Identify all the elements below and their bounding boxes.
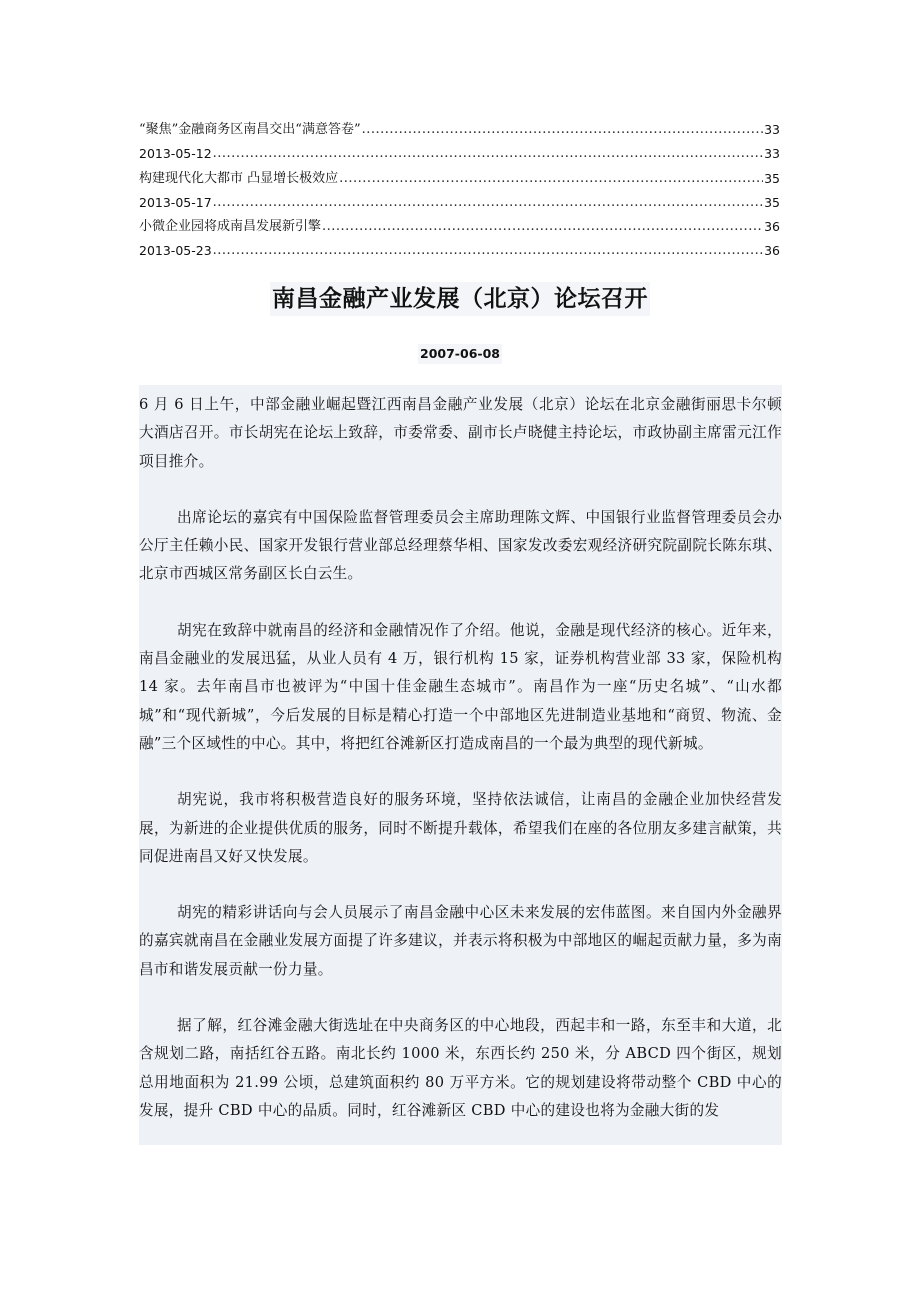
article-body — [139, 385, 782, 1145]
toc-leader-dots — [213, 146, 763, 162]
toc-entry-title: 2013-05-23 — [139, 243, 212, 259]
toc-entry[interactable] — [139, 162, 780, 186]
article-paragraph: 据了解，红谷滩金融大街选址在中央商务区的中心地段，西起丰和一路，东至丰和大道，北含规划二路，南括红谷五路。南北长约 1000 米，东西长约 250 米，分 ABCD 四个街区，规划总用地面积为 21.99 公顷，总建筑面积约 80 万平方米。它的规划建设将带动整个 CBD 中心的发展，提升 CBD 中心的品质。同时，红谷滩新区 CBD 中心的建设也将为金融大街的发 — [139, 1017, 782, 1119]
toc-leader-dots — [322, 219, 763, 235]
article-title: 南昌金融产业发展（北京）论坛召开 — [270, 282, 650, 316]
toc-entry[interactable] — [139, 235, 780, 259]
article-paragraph: 6 月 6 日上午，中部金融业崛起暨江西南昌金融产业发展（北京）论坛在北京金融街丽思卡尔顿大酒店召开。市长胡宪在论坛上致辞，市委常委、副市长卢晓健主持论坛，市政协副主席雷元江作项目推介。 — [139, 396, 782, 470]
toc-leader-dots — [339, 171, 763, 187]
toc-entry[interactable] — [139, 114, 780, 138]
article-paragraph: 胡宪在致辞中就南昌的经济和金融情况作了介绍。他说，金融是现代经济的核心。近年来，南昌金融业的发展迅猛，从业人员有 4 万，银行机构 15 家，证券机构营业部 33 家，保险机构 14 家。去年南昌市也被评为“中国十佳金融生态城市”。南昌作为一座“历史名城”、“山水都城”和“现代新城”，今后发展的目标是精心打造一个中部地区先进制造业基地和“商贸、物流、金融”三个区域性的中心。其中，将把红谷滩新区打造成南昌的一个最为典型的现代新城。 — [139, 621, 782, 752]
article-paragraph: 胡宪的精彩讲话向与会人员展示了南昌金融中心区未来发展的宏伟蓝图。来自国内外金融界的嘉宾就南昌在金融业发展方面提了许多建议，并表示将积极为中部地区的崛起贡献力量，多为南昌市和谐发展贡献一份力量。 — [139, 904, 782, 978]
toc-entry-page: 36 — [764, 243, 780, 259]
toc-entry-page: 35 — [764, 194, 780, 210]
toc-entry-title: “聚焦”金融商务区南昌交出“满意答卷” — [139, 122, 361, 138]
article-date-line — [0, 343, 920, 364]
toc-entry-title: 2013-05-12 — [139, 146, 212, 162]
table-of-contents — [139, 114, 780, 259]
toc-entry-page: 33 — [764, 146, 780, 162]
toc-entry[interactable] — [139, 211, 780, 235]
toc-entry-page: 35 — [764, 170, 780, 186]
toc-entry[interactable] — [139, 187, 780, 211]
article-heading — [0, 282, 920, 316]
article-paragraph: 胡宪说，我市将积极营造良好的服务环境，坚持依法诚信，让南昌的金融企业加快经营发展，为新进的企业提供优质的服务，同时不断提升载体，希望我们在座的各位朋友多建言献策，共同促进南昌又好又快发展。 — [139, 791, 782, 865]
toc-entry-title: 构建现代化大都市 凸显增长极效应 — [139, 170, 339, 186]
toc-entry-title: 2013-05-17 — [139, 194, 212, 210]
article-paragraph: 出席论坛的嘉宾有中国保险监督管理委员会主席助理陈文辉、中国银行业监督管理委员会办公厅主任赖小民、国家开发银行营业部总经理蔡华相、国家发改委宏观经济研究院副院长陈东琪、北京市西城区常务副区长白云生。 — [139, 508, 782, 583]
toc-entry[interactable] — [139, 138, 780, 162]
article-date: 2007-06-08 — [418, 344, 502, 364]
toc-entry-page: 36 — [764, 218, 780, 234]
toc-leader-dots — [213, 243, 763, 259]
toc-entry-page: 33 — [764, 122, 780, 138]
toc-entry-title: 小微企业园将成南昌发展新引擎 — [139, 218, 322, 234]
toc-leader-dots — [213, 195, 763, 211]
toc-leader-dots — [362, 122, 764, 138]
